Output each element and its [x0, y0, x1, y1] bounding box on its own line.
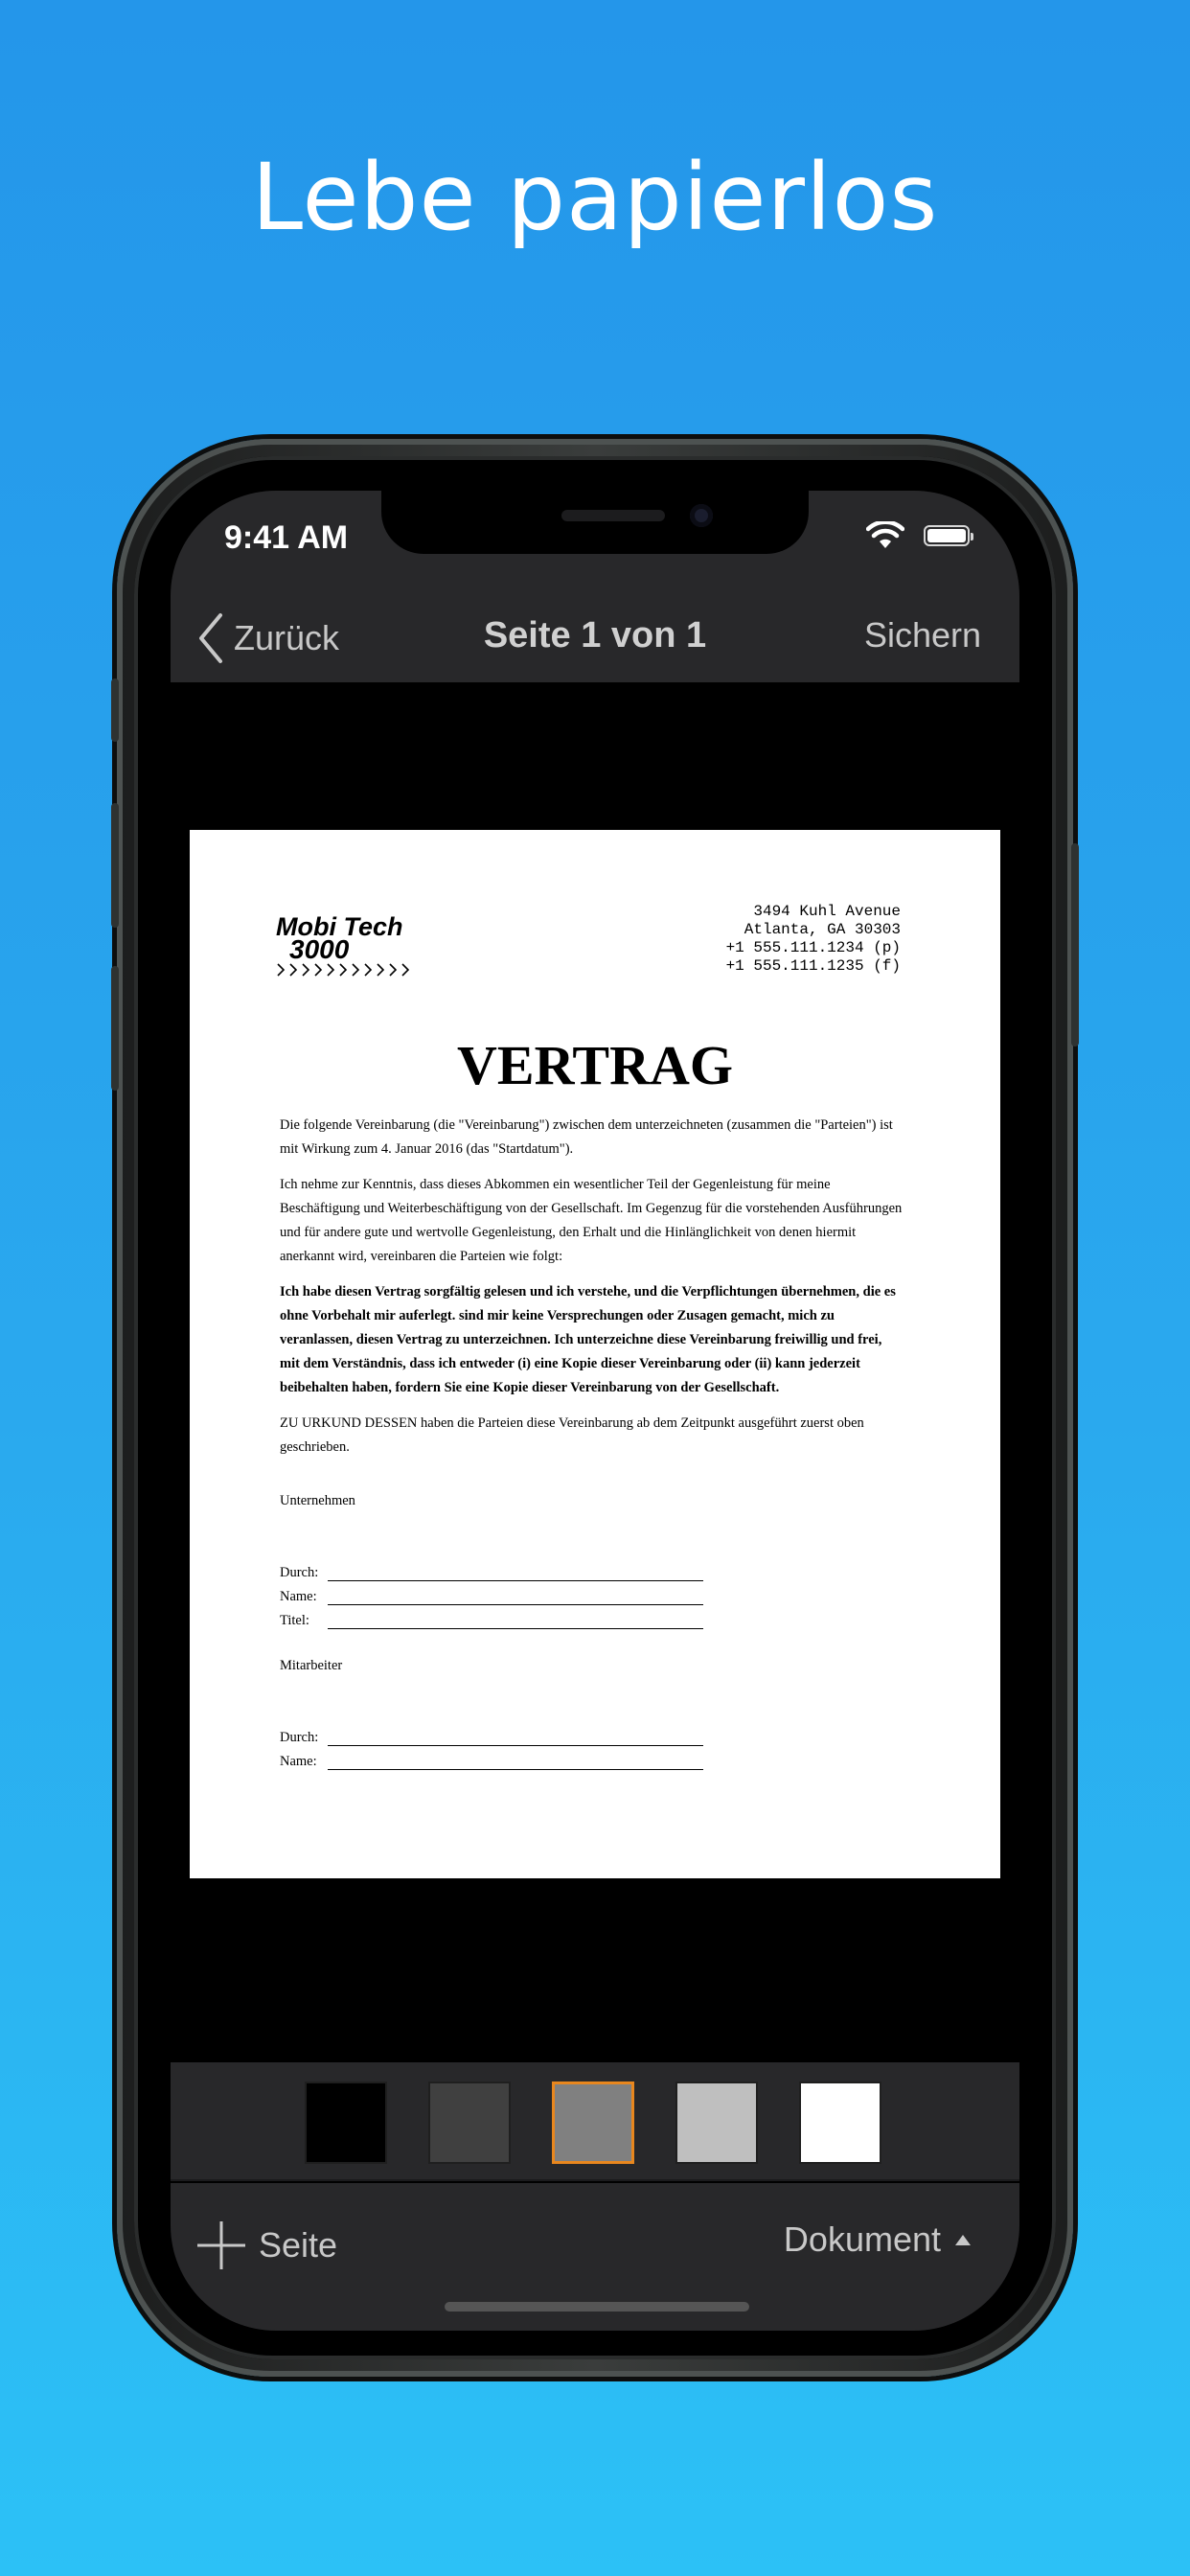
- signature-line: [328, 1592, 703, 1605]
- signature-row: [280, 1557, 703, 1581]
- employee-signature-block: [280, 1658, 703, 1770]
- signature-line: [328, 1733, 703, 1746]
- swatch-dark-gray[interactable]: [428, 2082, 511, 2164]
- swatch-light-gray[interactable]: [675, 2082, 758, 2164]
- speaker: [561, 510, 665, 521]
- document-menu-button[interactable]: [784, 2220, 972, 2260]
- scanned-document[interactable]: [190, 830, 1000, 1878]
- document-paragraph: Ich nehme zur Kenntnis, dass dieses Abkommen ein wesentlicher Teil der Gegenleistung für meine Beschäftigung und Weiterbeschäftigung von der Gesellschaft. Im Gegenzug für die vorstehenden Ausführungen und für andere gute und wertvolle Gegenleistung, den Erhalt und die Hinlänglichkeit von denen hiermit anerkannt wird, vereinbaren die Parteien wie folgt:: [280, 1177, 903, 1264]
- swatch-gray[interactable]: [552, 2082, 634, 2164]
- document-paragraph: Die folgende Vereinbarung (die "Vereinbarung") zwischen dem unterzeichneten (zusammen die "Parteien") ist mit Wirkung zum 4. Januar 2016 (das "Startdatum").: [280, 1117, 893, 1157]
- signature-row: [280, 1605, 703, 1629]
- company-address: [726, 903, 901, 976]
- signature-label: Name:: [280, 1589, 317, 1604]
- caret-up-icon: [954, 2233, 972, 2246]
- battery-icon: [924, 525, 970, 546]
- swatch-black[interactable]: [305, 2082, 387, 2164]
- address-line: 3494 Kuhl Avenue: [753, 903, 901, 920]
- company-logo: [274, 907, 418, 979]
- address-line: +1 555.111.1234 (p): [725, 939, 901, 956]
- headline: Lebe papierlos: [251, 144, 939, 251]
- signature-label: Durch:: [280, 1730, 319, 1745]
- signature-line: [328, 1616, 703, 1629]
- plus-icon: [195, 2220, 247, 2271]
- add-page-label: Seite: [259, 2225, 338, 2265]
- address-line: Atlanta, GA 30303: [744, 921, 901, 938]
- phone-volume-up: [111, 803, 119, 928]
- signature-row: [280, 1722, 703, 1746]
- back-button-label: Zurück: [234, 618, 340, 657]
- signature-label: Titel:: [280, 1613, 309, 1628]
- home-indicator: [445, 2302, 749, 2312]
- swatch-white[interactable]: [799, 2082, 881, 2164]
- company-signature-block: [280, 1493, 703, 1629]
- phone-volume-down: [111, 966, 119, 1091]
- bottom-toolbar: [171, 2183, 1019, 2331]
- page-title: Seite 1 von 1: [483, 615, 707, 656]
- signature-line: [328, 1568, 703, 1581]
- camera: [690, 504, 713, 527]
- signature-label: Name:: [280, 1754, 317, 1769]
- document-body: [280, 1114, 903, 1471]
- address-line: +1 555.111.1235 (f): [725, 957, 901, 975]
- company-heading: Unternehmen: [280, 1493, 355, 1508]
- signature-line: [328, 1757, 703, 1770]
- document-paragraph: Ich habe diesen Vertrag sorgfältig gelesen und ich verstehe, und die Verpflichtungen übernehmen, die es ohne Vorbehalt mir auferlegt. sind mir keine Versprechungen oder Zusagen gemacht, mich zu veranlassen, diesen Vertrag zu unterzeichnen. Ich unterzeichne diese Vereinbarung freiwillig und frei, mit dem Verständnis, dass ich entweder (i) eine Kopie dieser Vereinbarung oder (ii) kann jederzeit beibehalten haben, fordern Sie eine Kopie dieser Vereinbarung von der Gesellschaft.: [280, 1284, 896, 1395]
- document-menu-label: Dokument: [783, 2220, 941, 2259]
- save-button[interactable]: Sichern: [863, 615, 981, 655]
- phone-silent-switch: [111, 678, 119, 742]
- navigation-bar: [171, 596, 1019, 682]
- phone-power-button: [1071, 843, 1079, 1046]
- wifi-icon: [866, 521, 904, 550]
- color-filter-bar: [171, 2062, 1019, 2181]
- svg-text:Mobi Tech: Mobi Tech: [276, 912, 403, 941]
- add-page-button[interactable]: [195, 2220, 337, 2271]
- status-time: 9:41 AM: [224, 519, 349, 556]
- document-title: VERTRAG: [457, 1034, 733, 1096]
- employee-heading: Mitarbeiter: [280, 1658, 343, 1673]
- signature-row: [280, 1746, 703, 1770]
- signature-row: [280, 1581, 703, 1605]
- notch: [381, 491, 809, 554]
- svg-text:3000: 3000: [289, 934, 350, 964]
- document-paragraph: ZU URKUND DESSEN haben die Parteien diese Vereinbarung ab dem Zeitpunkt ausgeführt zuerst oben geschrieben.: [280, 1415, 864, 1455]
- status-bar: [171, 491, 1019, 596]
- signature-label: Durch:: [280, 1565, 319, 1580]
- phone-screen: [171, 491, 1019, 2331]
